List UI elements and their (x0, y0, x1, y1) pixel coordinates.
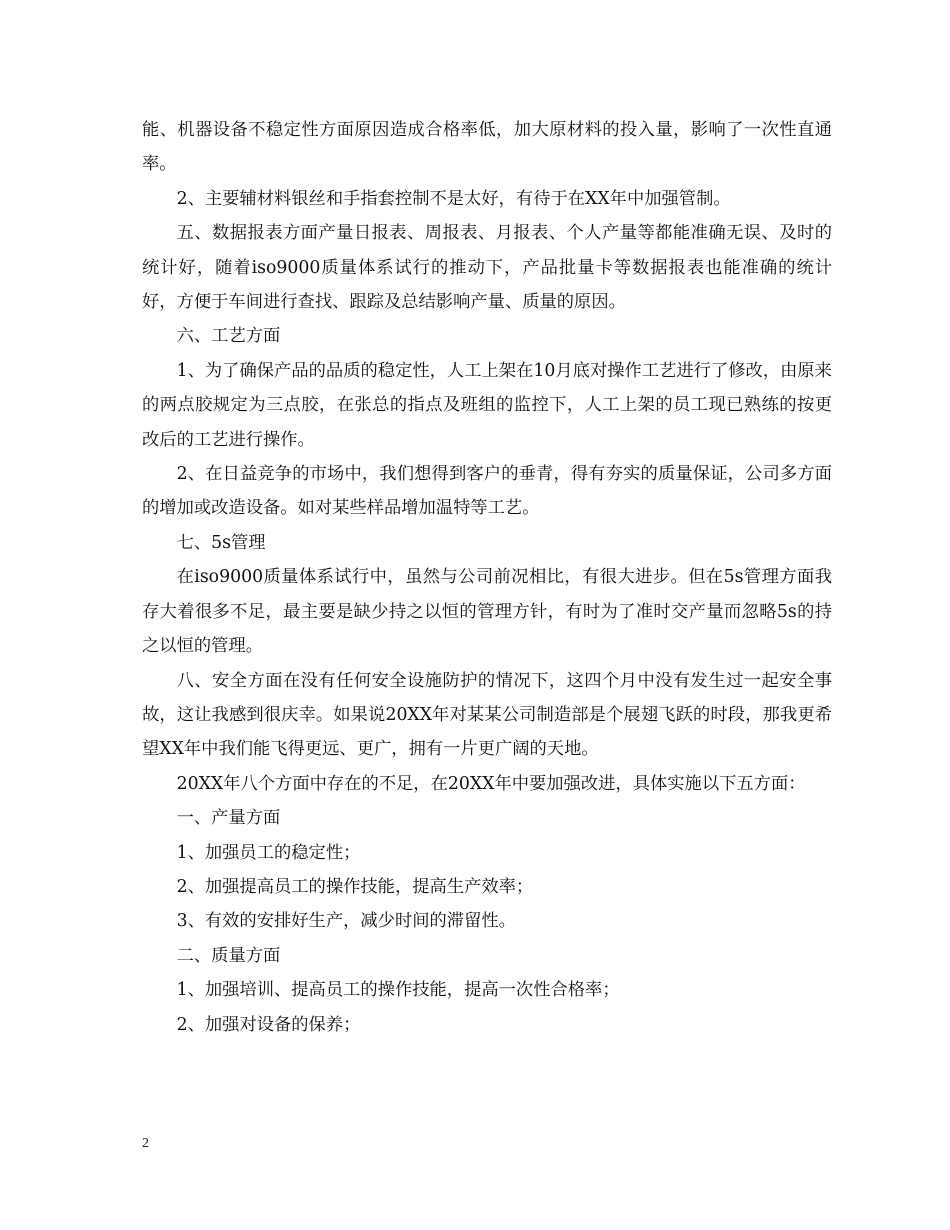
paragraph-improvement-intro: 20XX年八个方面中存在的不足，在20XX年中要加强改进，具体实施以下五方面： (176, 773, 806, 794)
page-number: 2 (142, 1136, 149, 1151)
paragraph-safety: 八、安全方面在没有任何安全设施防护的情况下，这四个月中没有发生过一起安全事故，这让我感到很庆幸。如果说20XX年对某某公司制造部是个展翅飞跃的时段，那我更希望XX年中我们能飞得更远、更广，拥有一片更广阔的天地。 (142, 670, 832, 760)
heading-output: 一、产量方面 (176, 808, 281, 829)
paragraph-process-2: 2、在日益竞争的市场中，我们想得到客户的垂青，得有夯实的质量保证，公司多方面的增加或改造设备。如对某些样品增加温特等工艺。 (142, 464, 832, 519)
paragraph-data-reports: 五、数据报表方面产量日报表、周报表、月报表、个人产量等都能准确无误、及时的统计好，随着iso9000质量体系试行的推动下，产品批量卡等数据报表也能准确的统计好，方便于车间进行查找、跟踪及总结影响产量、质量的原因。 (142, 223, 832, 313)
heading-5s-management: 七、5s管理 (176, 532, 266, 553)
list-item-output-1: 1、加强员工的稳定性； (176, 842, 361, 863)
heading-process: 六、工艺方面 (176, 326, 281, 347)
heading-quality: 二、质量方面 (176, 945, 281, 966)
paragraph-process-1: 1、为了确保产品的品质的稳定性，人工上架在10月底对操作工艺进行了修改，由原来的两点胶规定为三点胶，在张总的指点及班组的监控下，人工上架的员工现已熟练的按更改后的工艺进行操作。 (142, 360, 832, 450)
list-item-quality-1: 1、加强培训、提高员工的操作技能，提高一次性合格率； (176, 980, 620, 1001)
list-item-quality-2: 2、加强对设备的保养； (176, 1014, 361, 1035)
paragraph-5s-management: 在iso9000质量体系试行中，虽然与公司前况相比，有很大进步。但在5s管理方面我存大着很多不足，最主要是缺少持之以恒的管理方针，有时为了准时交产量而忽略5s的持之以恒的管理。 (142, 567, 832, 657)
paragraph-continuation: 能、机器设备不稳定性方面原因造成合格率低，加大原材料的投入量，影响了一次性直通率。 (142, 120, 832, 175)
document-body (142, 113, 832, 1042)
list-item-output-3: 3、有效的安排好生产，减少时间的滞留性。 (176, 911, 516, 932)
list-item-output-2: 2、加强提高员工的操作技能，提高生产效率； (176, 876, 534, 897)
paragraph-materials-control: 2、主要辅材料银丝和手指套控制不是太好，有待于在XX年中加强管制。 (176, 188, 731, 209)
